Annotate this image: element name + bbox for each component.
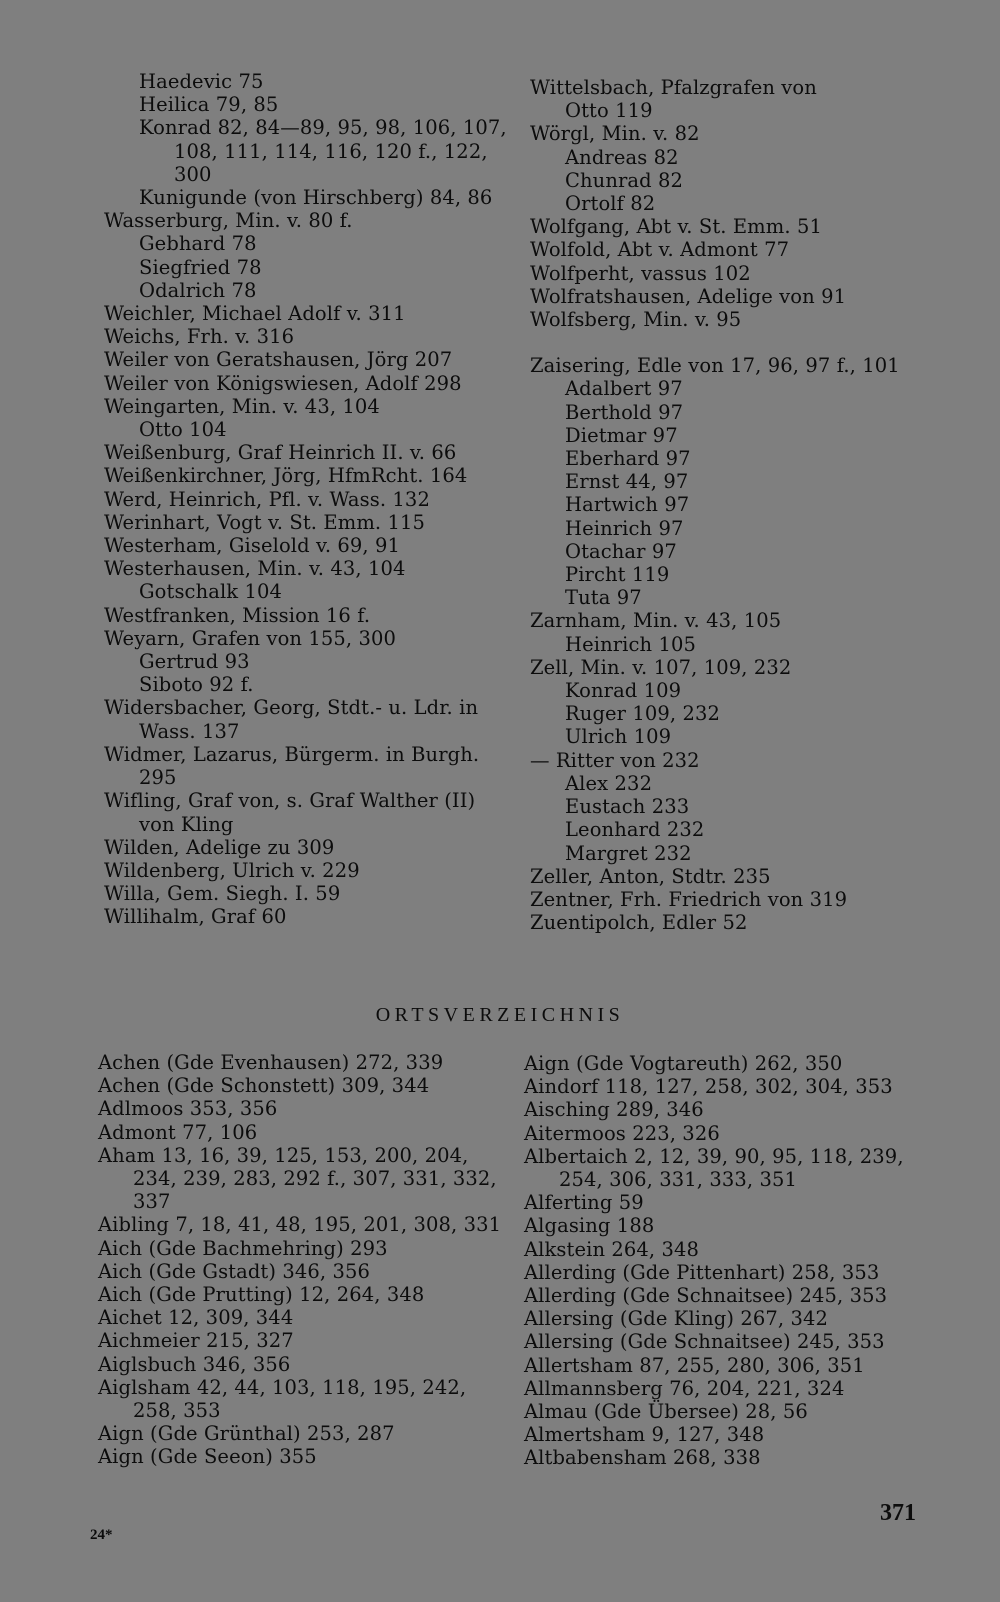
index-entry: 108, 111, 114, 116, 120 f., 122, xyxy=(174,139,488,163)
index-entry: Aiglsbuch 346, 356 xyxy=(98,1352,291,1376)
index-entry: Haedevic 75 xyxy=(139,70,264,93)
index-entry: Wass. 137 xyxy=(139,719,240,743)
index-entry: Berthold 97 xyxy=(565,400,684,424)
index-entry: Allerding (Gde Pittenhart) 258, 353 xyxy=(524,1260,880,1284)
index-entry: Widmer, Lazarus, Bürgerm. in Burgh. xyxy=(104,742,480,766)
index-entry: Zell, Min. v. 107, 109, 232 xyxy=(530,655,792,679)
index-entry: Albertaich 2, 12, 39, 90, 95, 118, 239, xyxy=(524,1144,904,1168)
index-entry: Aiglsham 42, 44, 103, 118, 195, 242, xyxy=(98,1375,467,1399)
index-entry: Altbabensham 268, 338 xyxy=(524,1446,761,1470)
index-entry: Konrad 82, 84—89, 95, 98, 106, 107, xyxy=(139,116,507,140)
index-entry: Zuentipolch, Edler 52 xyxy=(530,911,748,935)
index-entry: Wifling, Graf von, s. Graf Walther (II) xyxy=(104,789,476,813)
index-entry: Weißenkirchner, Jörg, HfmRcht. 164 xyxy=(104,464,468,488)
index-entry: Eustach 233 xyxy=(565,795,690,819)
index-entry: Heinrich 97 xyxy=(565,516,684,540)
index-entry: Heilica 79, 85 xyxy=(139,93,279,117)
index-entry: Alkstein 264, 348 xyxy=(524,1237,700,1261)
index-entry: Zeller, Anton, Stdtr. 235 xyxy=(530,864,771,888)
index-entry: Admont 77, 106 xyxy=(98,1120,258,1144)
index-entry: Kunigunde (von Hirschberg) 84, 86 xyxy=(139,186,493,210)
index-entry: 234, 239, 283, 292 f., 307, 331, 332, xyxy=(133,1167,497,1191)
index-entry: Aisching 289, 346 xyxy=(524,1098,704,1122)
index-entry: 295 xyxy=(139,766,177,790)
index-entry: Wörgl, Min. v. 82 xyxy=(530,122,700,146)
index-entry: von Kling xyxy=(139,812,234,836)
index-entry: Odalrich 78 xyxy=(139,278,257,302)
index-entry: Gotschalk 104 xyxy=(139,580,283,604)
index-entry: Weiler von Königswiesen, Adolf 298 xyxy=(104,371,462,395)
index-entry: Weiler von Geratshausen, Jörg 207 xyxy=(104,348,453,372)
index-entry: — Ritter von 232 xyxy=(530,748,700,772)
index-entry: Ortolf 82 xyxy=(565,192,656,216)
index-entry: Siegfried 78 xyxy=(139,255,262,279)
index-entry: Gertrud 93 xyxy=(139,650,250,674)
index-entry: Aham 13, 16, 39, 125, 153, 200, 204, xyxy=(98,1143,469,1167)
index-entry: 337 xyxy=(133,1190,171,1214)
index-entry: Westfranken, Mission 16 f. xyxy=(104,603,371,627)
index-entry: Weichler, Michael Adolf v. 311 xyxy=(104,302,406,326)
index-entry: Almertsham 9, 127, 348 xyxy=(524,1423,765,1447)
index-entry: Almau (Gde Übersee) 28, 56 xyxy=(524,1400,808,1424)
index-entry: Hartwich 97 xyxy=(565,493,690,517)
index-entry: Heinrich 105 xyxy=(565,632,696,656)
index-entry: Weyarn, Grafen von 155, 300 xyxy=(104,626,397,650)
index-entry: 254, 306, 331, 333, 351 xyxy=(559,1168,797,1192)
index-entry: Wilden, Adelige zu 309 xyxy=(104,835,335,859)
index-entry: Tuta 97 xyxy=(565,586,642,610)
index-entry: Pircht 119 xyxy=(565,563,670,587)
section-title: ORTSVERZEICHNIS xyxy=(375,1004,625,1026)
index-entry: Widersbacher, Georg, Stdt.- u. Ldr. in xyxy=(104,696,479,720)
index-entry: Otto 119 xyxy=(565,99,653,123)
index-entry: Weingarten, Min. v. 43, 104 xyxy=(104,394,380,418)
index-entry: Aichmeier 215, 327 xyxy=(98,1329,294,1353)
index-entry: Algasing 188 xyxy=(524,1214,655,1238)
index-entry: Aindorf 118, 127, 258, 302, 304, 353 xyxy=(524,1075,893,1099)
index-entry: Eberhard 97 xyxy=(565,447,691,471)
index-entry: Allersing (Gde Schnaitsee) 245, 353 xyxy=(524,1330,885,1354)
page-number: 371 xyxy=(880,1500,916,1526)
index-entry: Zaisering, Edle von 17, 96, 97 f., 101 xyxy=(530,354,900,378)
name-index-left-column xyxy=(104,70,514,929)
index-entry: Werinhart, Vogt v. St. Emm. 115 xyxy=(104,510,426,534)
index-entry: Achen (Gde Evenhausen) 272, 339 xyxy=(98,1051,444,1074)
index-entry: Wolfold, Abt v. Admont 77 xyxy=(530,238,790,262)
index-entry: Aign (Gde Grünthal) 253, 287 xyxy=(98,1422,395,1446)
index-entry: Margret 232 xyxy=(565,841,692,865)
index-entry: Achen (Gde Schonstett) 309, 344 xyxy=(98,1074,430,1098)
index-entry: Andreas 82 xyxy=(565,145,679,169)
index-entry: Allertsham 87, 255, 280, 306, 351 xyxy=(524,1353,865,1377)
index-entry: Aichet 12, 309, 344 xyxy=(98,1306,294,1330)
index-entry: Aign (Gde Vogtareuth) 262, 350 xyxy=(524,1052,843,1075)
index-entry: Ruger 109, 232 xyxy=(565,702,721,726)
index-entry: Allersing (Gde Kling) 267, 342 xyxy=(524,1307,829,1331)
signature-mark: 24* xyxy=(90,1527,113,1543)
index-entry: Aich (Gde Gstadt) 346, 356 xyxy=(98,1259,371,1283)
index-entry: Alferting 59 xyxy=(524,1191,644,1215)
index-entry: Ernst 44, 97 xyxy=(565,470,689,494)
index-entry: Adalbert 97 xyxy=(565,377,683,401)
index-entry: Wildenberg, Ulrich v. 229 xyxy=(104,858,360,882)
index-entry: Wittelsbach, Pfalzgrafen von xyxy=(530,76,817,99)
place-index-right-column xyxy=(524,1052,954,1470)
index-entry: Sibоto 92 f. xyxy=(139,673,254,697)
index-entry: Allmannsberg 76, 204, 221, 324 xyxy=(524,1376,845,1400)
index-entry: Weißenburg, Graf Heinrich II. v. 66 xyxy=(104,441,457,465)
index-entry: Otachar 97 xyxy=(565,539,677,563)
index-entry: 300 xyxy=(174,162,212,186)
index-entry: Aign (Gde Seeon) 355 xyxy=(98,1445,317,1469)
index-entry: Willa, Gem. Siegh. I. 59 xyxy=(104,882,341,906)
index-entry: Aich (Gde Prutting) 12, 264, 348 xyxy=(98,1283,425,1307)
index-entry: Wasserburg, Min. v. 80 f. xyxy=(104,209,353,233)
index-entry: Adlmoos 353, 356 xyxy=(98,1097,278,1121)
index-entry: 258, 353 xyxy=(133,1399,221,1423)
index-entry: Dietmar 97 xyxy=(565,423,678,447)
index-entry: Wolfgang, Abt v. St. Emm. 51 xyxy=(530,215,822,239)
index-entry: Zarnham, Min. v. 43, 105 xyxy=(530,609,782,633)
index-entry: Weichs, Frh. v. 316 xyxy=(104,325,295,349)
index-entry: Wolfsberg, Min. v. 95 xyxy=(530,308,742,332)
index-entry: Westerham, Giselold v. 69, 91 xyxy=(104,534,401,558)
index-entry: Leonhard 232 xyxy=(565,818,705,842)
index-entry: Westerhausen, Min. v. 43, 104 xyxy=(104,557,406,581)
index-entry: Willihalm, Graf 60 xyxy=(104,905,287,929)
entry-gap xyxy=(530,331,950,354)
index-entry: Chunrad 82 xyxy=(565,168,684,192)
index-entry: Wolfperht, vassus 102 xyxy=(530,261,751,285)
index-entry: Konrad 109 xyxy=(565,679,682,703)
index-entry: Ulrich 109 xyxy=(565,725,672,749)
index-entry: Allerding (Gde Schnaitsee) 245, 353 xyxy=(524,1284,888,1308)
index-entry: Alex 232 xyxy=(565,771,653,795)
index-entry: Aich (Gde Bachmehring) 293 xyxy=(98,1236,388,1260)
index-entry: Zentner, Frh. Friedrich von 319 xyxy=(530,887,848,911)
index-entry: Aitermoos 223, 326 xyxy=(524,1121,720,1145)
index-entry: Wolfratshausen, Adelige von 91 xyxy=(530,284,847,308)
index-entry: Aibling 7, 18, 41, 48, 195, 201, 308, 331 xyxy=(98,1213,502,1237)
place-index-left-column xyxy=(98,1051,518,1469)
index-entry: Werd, Heinrich, Pfl. v. Wass. 132 xyxy=(104,487,430,511)
index-entry: Gebhard 78 xyxy=(139,232,257,256)
index-entry: Otto 104 xyxy=(139,418,227,442)
name-index-right-column xyxy=(530,76,950,934)
